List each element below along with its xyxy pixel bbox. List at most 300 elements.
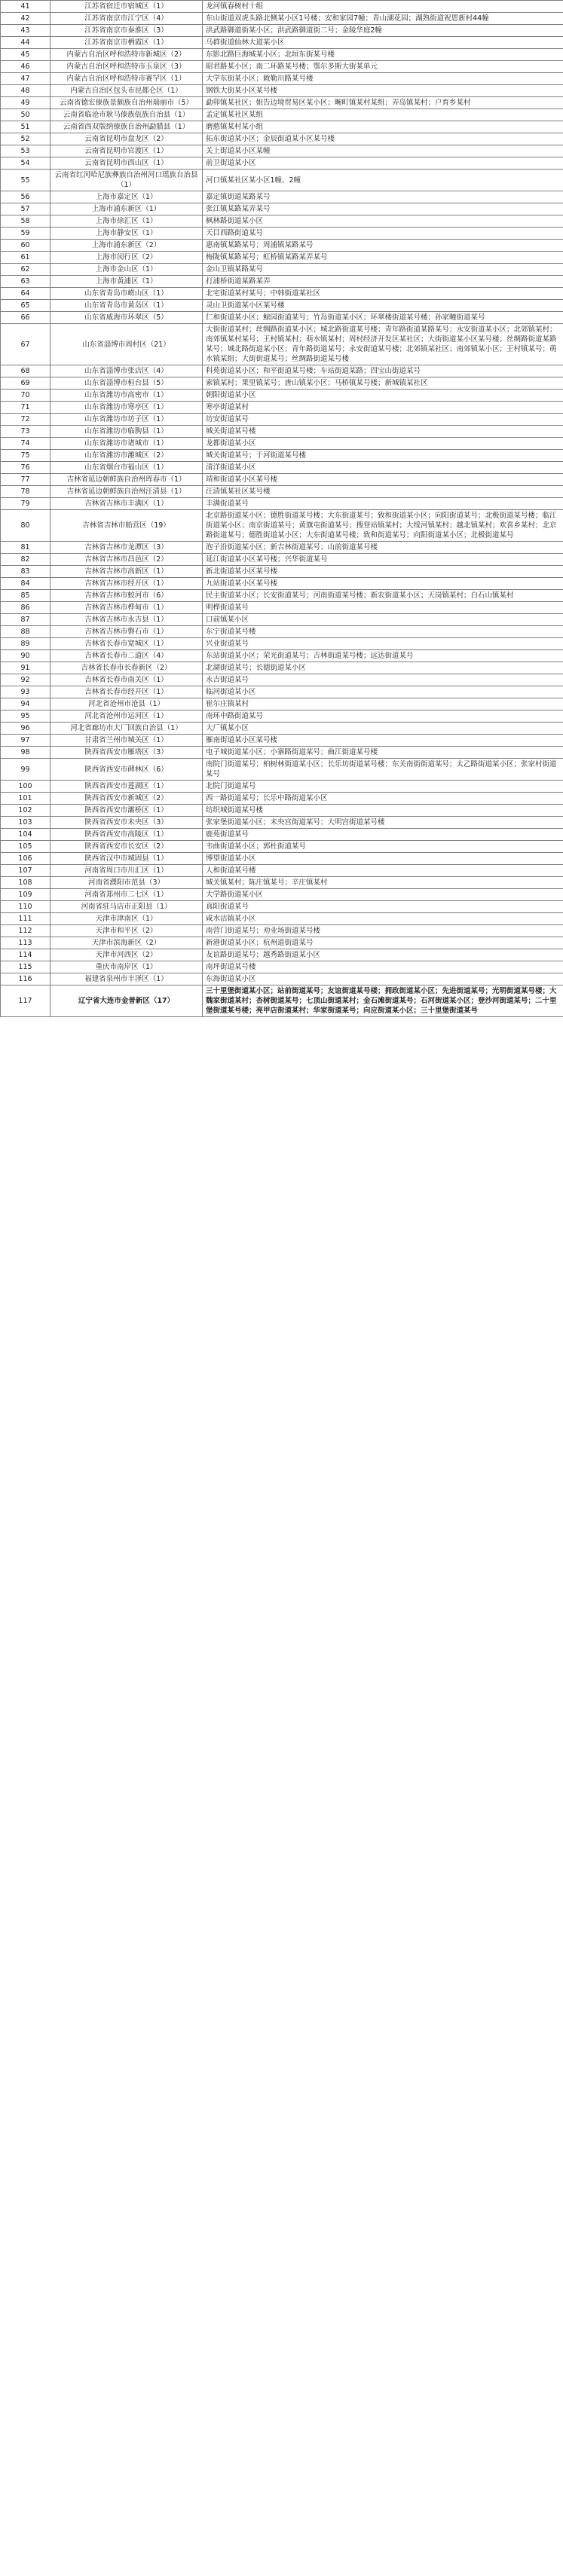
table-row	[1, 157, 563, 170]
region-cell: 江苏省南京市秦淮区（3）	[50, 25, 203, 37]
region-cell: 云南省西双版纳傣族自治州勐腊县（1）	[50, 121, 203, 133]
detail-cell: 城关街道某号楼	[203, 426, 563, 438]
row-number: 68	[1, 365, 50, 377]
table-row	[1, 402, 563, 414]
table-row	[1, 300, 563, 312]
table-row	[1, 889, 563, 901]
row-number: 67	[1, 324, 50, 365]
row-number: 84	[1, 578, 50, 590]
row-number: 50	[1, 109, 50, 121]
table-row	[1, 626, 563, 638]
row-number: 53	[1, 145, 50, 157]
table-row	[1, 486, 563, 498]
region-cell: 山东省淄博市周村区（21）	[50, 324, 203, 365]
region-cell: 陕西省西安市长安区（2）	[50, 841, 203, 853]
region-cell: 上海市浦东新区（1）	[50, 203, 203, 215]
region-cell: 河北省沧州市沧县（1）	[50, 698, 203, 710]
table-row	[1, 13, 563, 25]
detail-cell: 惠南镇某路某号；周浦镇某路某号	[203, 240, 563, 252]
table-row	[1, 566, 563, 578]
table-row	[1, 324, 563, 365]
region-cell: 内蒙古自治区包头市昆都仑区（1）	[50, 85, 203, 97]
region-cell: 甘肃省兰州市城关区（1）	[50, 735, 203, 747]
region-cell: 江苏省南京市江宁区（4）	[50, 13, 203, 25]
region-cell: 山东省淄博市张店区（4）	[50, 365, 203, 377]
detail-cell: 东影北路巨海城某小区；北垣东街某号楼	[203, 49, 563, 61]
region-cell: 山东省青岛市崂山区（1）	[50, 288, 203, 300]
table-row	[1, 61, 563, 73]
detail-cell: 明桦街道某号	[203, 602, 563, 614]
detail-cell: 北宅街道某村某号；中韩街道某社区	[203, 288, 563, 300]
detail-cell: 大厂镇某小区	[203, 723, 563, 735]
detail-cell: 真阳街道某号	[203, 901, 563, 913]
detail-cell: 天目西路街道某号	[203, 228, 563, 240]
detail-cell: 清洋街道某小区	[203, 462, 563, 474]
row-number: 103	[1, 817, 50, 829]
detail-cell: 人和街道某号楼	[203, 865, 563, 877]
detail-cell: 前卫街道某小区	[203, 157, 563, 170]
detail-cell: 枫林路街道某小区	[203, 215, 563, 228]
row-number: 110	[1, 901, 50, 913]
table-row	[1, 542, 563, 554]
detail-cell: 民主街道某小区；长安街道某号；河南街道某号楼；新农街道某小区；天岗镇某村；白石山镇某村	[203, 590, 563, 602]
region-cell: 河南省驻马店市正阳县（1）	[50, 901, 203, 913]
table-row	[1, 805, 563, 817]
table-row	[1, 578, 563, 590]
detail-cell: 东站街道某小区；荣光街道某号；吉林街道某号楼；远达街道某号	[203, 650, 563, 662]
detail-cell: 关上街道某小区某幢	[203, 145, 563, 157]
table-row	[1, 985, 563, 1017]
row-number: 116	[1, 973, 50, 985]
table-row	[1, 276, 563, 288]
table-row	[1, 97, 563, 109]
region-cell: 吉林省长春市二道区（4）	[50, 650, 203, 662]
region-cell: 山东省潍坊市潍城区（2）	[50, 450, 203, 462]
region-cell: 山东省青岛市黄岛区（1）	[50, 300, 203, 312]
table-row	[1, 602, 563, 614]
table-row	[1, 264, 563, 276]
region-cell: 吉林省吉林市磐石市（1）	[50, 626, 203, 638]
table-row	[1, 865, 563, 877]
detail-cell: 金山卫镇某路某号	[203, 264, 563, 276]
table-row	[1, 747, 563, 759]
row-number: 49	[1, 97, 50, 109]
row-number: 114	[1, 949, 50, 961]
detail-cell: 三十里堡街道某小区；站前街道某号；友谊街道某号楼；拥政街道某小区；先进街道某号；光明街道某号楼；大魏家街道某村；杏树街道某号；七顶山街道某村；金石滩街道某号；石河街道某小区；登沙河街道某号；二十里堡街道某号楼；亮甲店街道某村；华家街道某号；向应街道某小区；三十里堡街道某号	[203, 985, 563, 1017]
detail-cell: 打浦桥街道某路某弄	[203, 276, 563, 288]
region-cell: 山东省潍坊市临朐县（1）	[50, 426, 203, 438]
table-row	[1, 853, 563, 865]
region-cell: 山东省威海市环翠区（5）	[50, 312, 203, 324]
table-row	[1, 698, 563, 710]
region-cell: 上海市浦东新区（2）	[50, 240, 203, 252]
row-number: 95	[1, 710, 50, 723]
region-cell: 吉林省长春市长春新区（2）	[50, 662, 203, 674]
detail-cell: 灵山卫街道某小区某号楼	[203, 300, 563, 312]
table-row	[1, 377, 563, 390]
detail-cell: 西一路街道某号；长乐中路街道某小区	[203, 793, 563, 805]
row-number: 79	[1, 498, 50, 510]
row-number: 46	[1, 61, 50, 73]
detail-cell: 坊安街道某号	[203, 414, 563, 426]
region-cell: 陕西省西安市碑林区（6）	[50, 759, 203, 781]
table-row	[1, 686, 563, 698]
detail-cell: 龙河镇春树村十组	[203, 1, 563, 13]
region-cell: 内蒙古自治区呼和浩特市新城区（2）	[50, 49, 203, 61]
detail-cell: 北院门街道某号	[203, 781, 563, 793]
detail-cell: 汪清镇某社区某号楼	[203, 486, 563, 498]
region-cell: 吉林省长春市宽城区（1）	[50, 638, 203, 650]
region-cell: 陕西省西安市未央区（3）	[50, 817, 203, 829]
document-page	[0, 0, 563, 1017]
row-number: 64	[1, 288, 50, 300]
table-row	[1, 133, 563, 145]
row-number: 109	[1, 889, 50, 901]
region-cell: 天津市滨海新区（2）	[50, 937, 203, 949]
detail-cell: 兴业街道某号	[203, 638, 563, 650]
row-number: 66	[1, 312, 50, 324]
detail-cell: 寒亭街道某村	[203, 402, 563, 414]
table-row	[1, 170, 563, 191]
region-cell: 山东省潍坊市寒亭区（1）	[50, 402, 203, 414]
row-number: 97	[1, 735, 50, 747]
region-cell: 辽宁省大连市金普新区（17）	[50, 985, 203, 1017]
row-number: 93	[1, 686, 50, 698]
table-row	[1, 49, 563, 61]
region-cell: 上海市嘉定区（1）	[50, 191, 203, 203]
row-number: 115	[1, 961, 50, 973]
row-number: 80	[1, 510, 50, 542]
detail-cell: 张家堡街道某小区；未央宫街道某号；大明宫街道某号楼	[203, 817, 563, 829]
detail-cell: 临河街道某小区	[203, 686, 563, 698]
region-cell: 河北省廊坊市大厂回族自治县（1）	[50, 723, 203, 735]
row-number: 104	[1, 829, 50, 841]
table-row	[1, 203, 563, 215]
region-cell: 陕西省西安市莲湖区（1）	[50, 781, 203, 793]
table-row	[1, 973, 563, 985]
row-number: 55	[1, 170, 50, 191]
row-number: 63	[1, 276, 50, 288]
table-row	[1, 252, 563, 264]
table-row	[1, 414, 563, 426]
row-number: 113	[1, 937, 50, 949]
detail-cell: 靖和街道某小区某号楼	[203, 474, 563, 486]
table-row	[1, 829, 563, 841]
table-row	[1, 638, 563, 650]
row-number: 57	[1, 203, 50, 215]
table-row	[1, 228, 563, 240]
region-cell: 吉林省长春市经开区（1）	[50, 686, 203, 698]
row-number: 101	[1, 793, 50, 805]
table-row	[1, 735, 563, 747]
table-row	[1, 85, 563, 97]
table-row	[1, 554, 563, 566]
detail-cell: 大学路街道某小区	[203, 889, 563, 901]
table-row	[1, 510, 563, 542]
region-cell: 云南省临沧市耿马傣族佤族自治县（1）	[50, 109, 203, 121]
table-row	[1, 240, 563, 252]
row-number: 90	[1, 650, 50, 662]
detail-cell: 东海街道某小区	[203, 973, 563, 985]
detail-cell: 友谊路街道某号；越秀路街道某小区	[203, 949, 563, 961]
region-cell: 江苏省南京市栖霞区（1）	[50, 37, 203, 49]
row-number: 102	[1, 805, 50, 817]
row-number: 45	[1, 49, 50, 61]
region-cell: 内蒙古自治区呼和浩特市赛罕区（1）	[50, 73, 203, 85]
table-row	[1, 37, 563, 49]
row-number: 106	[1, 853, 50, 865]
region-cell: 吉林省吉林市丰满区（1）	[50, 498, 203, 510]
row-number: 43	[1, 25, 50, 37]
region-cell: 吉林省吉林市昌邑区（2）	[50, 554, 203, 566]
table-row	[1, 109, 563, 121]
row-number: 112	[1, 925, 50, 937]
row-number: 94	[1, 698, 50, 710]
row-number: 48	[1, 85, 50, 97]
region-cell: 河北省沧州市运河区（1）	[50, 710, 203, 723]
region-cell: 内蒙古自治区呼和浩特市玉泉区（3）	[50, 61, 203, 73]
row-number: 96	[1, 723, 50, 735]
detail-cell: 城关镇某村；陈庄镇某号；辛庄镇某村	[203, 877, 563, 889]
region-cell: 山东省烟台市福山区（1）	[50, 462, 203, 474]
table-row	[1, 949, 563, 961]
detail-cell: 泡子沿街道某小区；新吉林街道某号；山前街道某号楼	[203, 542, 563, 554]
table-row	[1, 191, 563, 203]
detail-cell: 崔尔庄镇某村	[203, 698, 563, 710]
region-cell: 吉林省吉林市蛟河市（6）	[50, 590, 203, 602]
region-cell: 云南省昆明市盘龙区（2）	[50, 133, 203, 145]
region-cell: 云南省德宏傣族景颇族自治州瑞丽市（5）	[50, 97, 203, 109]
table-row	[1, 1, 563, 13]
detail-cell: 龙都街道某小区	[203, 438, 563, 450]
detail-cell: 张江镇某路某弄某号	[203, 203, 563, 215]
detail-cell: 孟定镇某社区某组	[203, 109, 563, 121]
region-cell: 上海市黄浦区（1）	[50, 276, 203, 288]
table-row	[1, 390, 563, 402]
row-number: 73	[1, 426, 50, 438]
table-row	[1, 650, 563, 662]
row-number: 58	[1, 215, 50, 228]
detail-cell: 城关街道某号；于河街道某号楼	[203, 450, 563, 462]
detail-cell: 昭君路某小区；南二环路某号楼；鄂尔多斯大街某单元	[203, 61, 563, 73]
row-number: 117	[1, 985, 50, 1017]
row-number: 54	[1, 157, 50, 170]
region-cell: 吉林省吉林市船营区（19）	[50, 510, 203, 542]
region-cell: 吉林省吉林市桦甸市（1）	[50, 602, 203, 614]
detail-cell: 嘉定镇街道某路某号	[203, 191, 563, 203]
region-cell: 天津市津南区（1）	[50, 913, 203, 925]
row-number: 99	[1, 759, 50, 781]
row-number: 70	[1, 390, 50, 402]
table-row	[1, 877, 563, 889]
detail-cell: 丰满街道某号	[203, 498, 563, 510]
detail-cell: 鹿苑街道某号	[203, 829, 563, 841]
table-row	[1, 759, 563, 781]
region-cell: 福建省泉州市丰泽区（1）	[50, 973, 203, 985]
region-cell: 陕西省西安市灞桥区（1）	[50, 805, 203, 817]
table-row	[1, 288, 563, 300]
region-cell: 吉林省吉林市经开区（1）	[50, 578, 203, 590]
detail-cell: 仁和街道某小区；鲸园街道某号；竹岛街道某小区；环翠楼街道某号楼；孙家疃街道某号	[203, 312, 563, 324]
region-cell: 江苏省宿迁市宿城区（1）	[50, 1, 203, 13]
row-number: 60	[1, 240, 50, 252]
table-row	[1, 215, 563, 228]
detail-cell: 雁南街道某小区某号楼	[203, 735, 563, 747]
region-cell: 陕西省西安市新城区（2）	[50, 793, 203, 805]
detail-cell: 南环中路街道某号	[203, 710, 563, 723]
row-number: 88	[1, 626, 50, 638]
detail-cell: 咸水沽镇某小区	[203, 913, 563, 925]
detail-cell: 朝阳街道某小区	[203, 390, 563, 402]
detail-cell: 延江街道某小区某号楼；兴华街道某号	[203, 554, 563, 566]
table-row	[1, 901, 563, 913]
region-cell: 云南省红河哈尼族彝族自治州河口瑶族自治县（1）	[50, 170, 203, 191]
row-number: 65	[1, 300, 50, 312]
detail-cell: 九站街道某小区某号楼	[203, 578, 563, 590]
table-row	[1, 793, 563, 805]
detail-cell: 南坪街道某号楼	[203, 961, 563, 973]
row-number: 74	[1, 438, 50, 450]
row-number: 62	[1, 264, 50, 276]
detail-cell: 东宁街道某号楼	[203, 626, 563, 638]
detail-cell: 河口镇某社区某小区1幢、2幢	[203, 170, 563, 191]
detail-cell: 大学东街某小区；敕勒川路某号楼	[203, 73, 563, 85]
table-row	[1, 925, 563, 937]
detail-cell: 纺织城街道某号楼	[203, 805, 563, 817]
detail-cell: 洪武路御道街某小区；洪武路御道街二号；金陵华庭2幢	[203, 25, 563, 37]
region-cell: 天津市和平区（2）	[50, 925, 203, 937]
table-body	[1, 1, 563, 1017]
row-number: 76	[1, 462, 50, 474]
table-row	[1, 474, 563, 486]
detail-cell: 韦曲街道某小区；郭杜街道某号	[203, 841, 563, 853]
table-row	[1, 781, 563, 793]
detail-cell: 大街街道某村；丝绸路街道某小区；城北路街道某号楼；青年路街道某路某号；永安街道某小区；北郊镇某村；南郊镇某村某号；王村镇某村；萌水镇某村；周村经济开发区某社区；大街街道某小区某号楼；丝绸路街道某路某号；城北路街道某小区；青年路街道某号；永安街道某号楼；北郊镇某社区；南郊镇某小区；王村镇某号；萌水镇某组；大街街道某号；丝绸路街道某号楼	[203, 324, 563, 365]
detail-cell: 马群街道仙林大道某小区	[203, 37, 563, 49]
risk-area-table	[0, 0, 563, 1017]
table-row	[1, 145, 563, 157]
row-number: 42	[1, 13, 50, 25]
region-cell: 陕西省西安市雁塔区（3）	[50, 747, 203, 759]
region-cell: 上海市徐汇区（1）	[50, 215, 203, 228]
detail-cell: 东山街道双虎头路北侧某小区1号楼；安和家园7幢；青山湖花园；湖熟街道祝恩新村44幢	[203, 13, 563, 25]
row-number: 111	[1, 913, 50, 925]
table-row	[1, 937, 563, 949]
row-number: 82	[1, 554, 50, 566]
region-cell: 山东省潍坊市坊子区（1）	[50, 414, 203, 426]
table-row	[1, 498, 563, 510]
row-number: 91	[1, 662, 50, 674]
region-cell: 吉林省吉林市永吉县（1）	[50, 614, 203, 626]
table-row	[1, 450, 563, 462]
row-number: 78	[1, 486, 50, 498]
detail-cell: 口前镇某小区	[203, 614, 563, 626]
row-number: 56	[1, 191, 50, 203]
table-row	[1, 614, 563, 626]
region-cell: 吉林省吉林市龙潭区（3）	[50, 542, 203, 554]
row-number: 81	[1, 542, 50, 554]
region-cell: 陕西省西安市高陵区（1）	[50, 829, 203, 841]
detail-cell: 电子城街道某小区；小寨路街道某号；曲江街道某号楼	[203, 747, 563, 759]
table-row	[1, 462, 563, 474]
region-cell: 河南省周口市川汇区（1）	[50, 865, 203, 877]
row-number: 89	[1, 638, 50, 650]
detail-cell: 勐卯镇某社区；姐告边境贸易区某小区；畹町镇某村某组；弄岛镇某村；户育乡某村	[203, 97, 563, 109]
region-cell: 云南省昆明市西山区（1）	[50, 157, 203, 170]
row-number: 61	[1, 252, 50, 264]
row-number: 44	[1, 37, 50, 49]
detail-cell: 永吉街道某号	[203, 674, 563, 686]
region-cell: 吉林省延边朝鲜族自治州珲春市（1）	[50, 474, 203, 486]
table-row	[1, 121, 563, 133]
table-row	[1, 723, 563, 735]
detail-cell: 博望街道某小区	[203, 853, 563, 865]
region-cell: 天津市河西区（2）	[50, 949, 203, 961]
row-number: 108	[1, 877, 50, 889]
row-number: 51	[1, 121, 50, 133]
row-number: 71	[1, 402, 50, 414]
row-number: 83	[1, 566, 50, 578]
detail-cell: 南院门街道某号；柏树林街道某小区；长乐坊街道某号楼；东关南街街道某号；太乙路街道某小区；张家村街道某号	[203, 759, 563, 781]
row-number: 75	[1, 450, 50, 462]
table-row	[1, 73, 563, 85]
row-number: 69	[1, 377, 50, 390]
detail-cell: 磨憨镇某村某小组	[203, 121, 563, 133]
row-number: 59	[1, 228, 50, 240]
region-cell: 云南省昆明市官渡区（1）	[50, 145, 203, 157]
detail-cell: 新北街道某小区某号楼	[203, 566, 563, 578]
table-row	[1, 841, 563, 853]
table-row	[1, 961, 563, 973]
region-cell: 山东省潍坊市诸城市（1）	[50, 438, 203, 450]
table-row	[1, 590, 563, 602]
row-number: 92	[1, 674, 50, 686]
row-number: 107	[1, 865, 50, 877]
detail-cell: 北湖街道某号；长德街道某小区	[203, 662, 563, 674]
table-row	[1, 438, 563, 450]
region-cell: 上海市金山区（1）	[50, 264, 203, 276]
table-row	[1, 25, 563, 37]
row-number: 100	[1, 781, 50, 793]
row-number: 77	[1, 474, 50, 486]
detail-cell: 索镇某村；果里镇某号；唐山镇某小区；马桥镇某号楼；新城镇某社区	[203, 377, 563, 390]
table-row	[1, 365, 563, 377]
region-cell: 上海市静安区（1）	[50, 228, 203, 240]
row-number: 98	[1, 747, 50, 759]
detail-cell: 北京路街道某小区；德胜街道某号楼；大东街道某号；致和街道某小区；向阳街道某号；北极街道某号楼；临江街道某小区；南京街道某号；黄旗屯街道某号；搜登站镇某村；大绥河镇某村；越北镇某村；欢喜乡某村；北京路街道某号；德胜街道某小区；大东街道某号楼；致和街道某号；向阳街道某小区；北极街道某号	[203, 510, 563, 542]
row-number: 52	[1, 133, 50, 145]
region-cell: 陕西省汉中市城固县（1）	[50, 853, 203, 865]
region-cell: 河南省濮阳市范县（3）	[50, 877, 203, 889]
row-number: 41	[1, 1, 50, 13]
table-row	[1, 817, 563, 829]
detail-cell: 新港街道某小区；杭州道街道某号	[203, 937, 563, 949]
row-number: 105	[1, 841, 50, 853]
row-number: 87	[1, 614, 50, 626]
region-cell: 山东省潍坊市高密市（1）	[50, 390, 203, 402]
detail-cell: 梅陇镇某路某号；虹桥镇某路某弄某号	[203, 252, 563, 264]
region-cell: 吉林省延边朝鲜族自治州汪清县（1）	[50, 486, 203, 498]
detail-cell: 钢铁大街某小区某号楼	[203, 85, 563, 97]
table-row	[1, 662, 563, 674]
row-number: 47	[1, 73, 50, 85]
row-number: 72	[1, 414, 50, 426]
region-cell: 吉林省长春市南关区（1）	[50, 674, 203, 686]
region-cell: 河南省郑州市二七区（1）	[50, 889, 203, 901]
region-cell: 上海市闵行区（2）	[50, 252, 203, 264]
table-row	[1, 312, 563, 324]
detail-cell: 拓东街道某小区；金辰街道某小区某号楼	[203, 133, 563, 145]
